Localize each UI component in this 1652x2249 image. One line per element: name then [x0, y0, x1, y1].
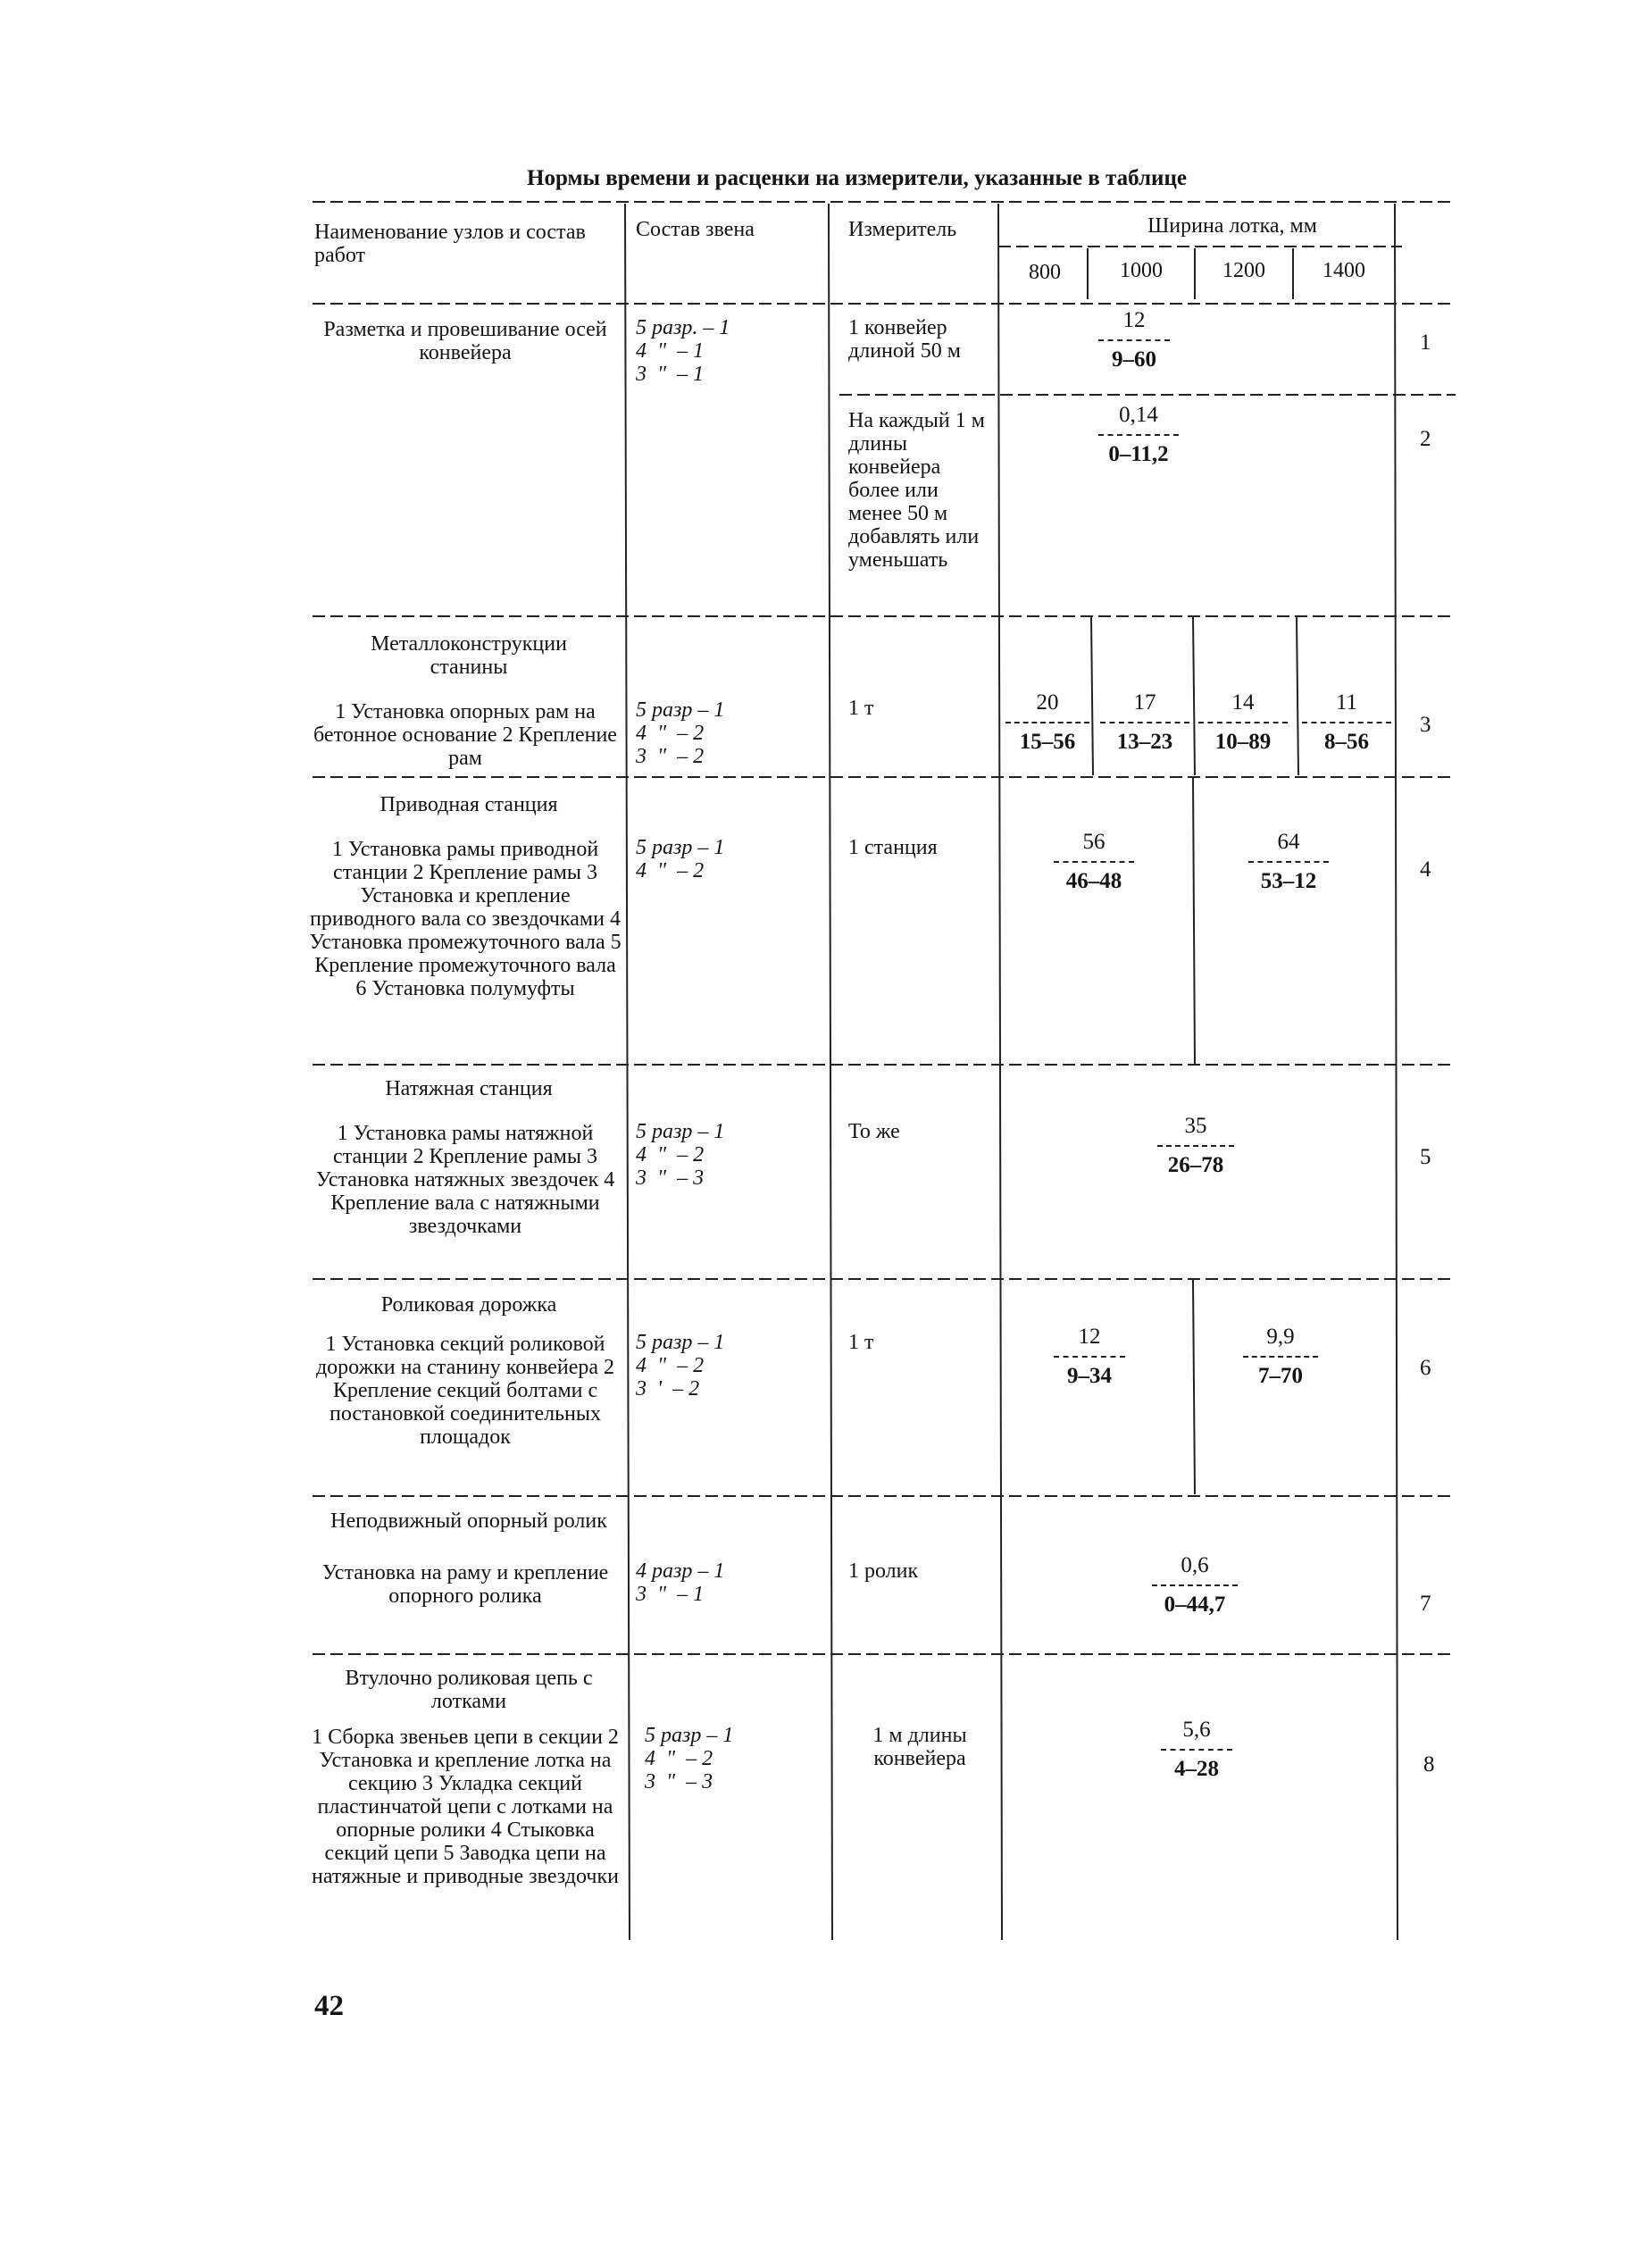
row4-value-b-top: 64 [1277, 830, 1300, 854]
row3-crew-1: 5 разр – 1 [636, 698, 725, 722]
row6-value-b [1243, 1324, 1318, 1390]
row8-crew-1: 5 разр – 1 [645, 1724, 734, 1747]
row7-unit: 1 ролик [848, 1559, 919, 1583]
header-width-1400: 1400 [1322, 259, 1365, 282]
row4-crew-1: 5 разр – 1 [636, 836, 725, 859]
row7-value-bottom: 0–44,7 [1152, 1584, 1238, 1618]
row5-work: 1 Установка рамы натяжной станции 2 Крепление рамы 3 Установка натяжных звездочек 4 Крепление вала с натяжными звездочками [315, 1122, 615, 1238]
row4-value-a-top: 56 [1082, 830, 1106, 854]
row8-unit: 1 м длины конвейера [872, 1724, 967, 1770]
row5-value [1157, 1113, 1234, 1179]
row8-work: 1 Сборка звеньев цепи в секции 2 Установка и крепление лотка на секцию 3 Укладка секций пластинчатой цепи с лотками на опорные ролики 4 Стыковка секций цепи 5 Заводка цепи на натяжные и приводные звездочки [312, 1726, 619, 1888]
row7-section: Неподвижный опорный ролик [330, 1509, 607, 1533]
row1-value-top: 12 [1122, 308, 1146, 332]
page-number: 42 [314, 1990, 344, 2022]
row1-crew-2: 4 " – 1 [636, 339, 705, 363]
row6-crew-1: 5 разр – 1 [636, 1331, 725, 1354]
row1-work: Разметка и провешивание осей конвейера [323, 318, 607, 364]
row4-crew-2: 4 " – 2 [636, 859, 705, 882]
row3-value-1200-bottom: 10–89 [1198, 722, 1288, 756]
row7-number: 7 [1420, 1592, 1431, 1616]
row3-value-800-bottom: 15–56 [1005, 722, 1089, 756]
row3-value-1400-top: 11 [1335, 690, 1358, 715]
row4-value-b [1248, 829, 1329, 895]
row5-number: 5 [1420, 1145, 1431, 1169]
row5-value-top: 35 [1184, 1114, 1207, 1138]
row6-value-b-top: 9,9 [1266, 1325, 1295, 1349]
row2-unit: На каждый 1 м длины конвейера более или менее 50 м добавлять или уменьшать [848, 409, 985, 572]
row1-unit: 1 конвейер длиной 50 м [848, 316, 961, 363]
row4-value-a [1054, 829, 1134, 895]
row4-work: 1 Установка рамы приводной станции 2 Крепление рамы 3 Установка и крепление приводного вала со звездочками 4 Установка промежуточного вала 5 Крепление промежуточного вала 6 Установка полумуфты [309, 838, 622, 1000]
row8-value-top: 5,6 [1182, 1718, 1211, 1742]
row1-value [1098, 307, 1170, 373]
row5-value-bottom: 26–78 [1157, 1145, 1234, 1179]
row2-value-top: 0,14 [1119, 403, 1158, 427]
row3-crew-2: 4 " – 2 [636, 722, 705, 745]
row7-crew-1: 4 разр – 1 [636, 1559, 725, 1583]
row7-crew-2: 3 " – 1 [636, 1583, 705, 1606]
row8-crew-2: 4 " – 2 [645, 1747, 713, 1770]
header-width: Ширина лотка, мм [1147, 214, 1317, 238]
row4-number: 4 [1420, 857, 1431, 882]
row8-value [1161, 1717, 1232, 1783]
row3-value-1200 [1198, 690, 1288, 756]
row6-unit: 1 т [848, 1331, 874, 1354]
row7-value [1152, 1552, 1238, 1618]
row1-number: 1 [1420, 330, 1431, 355]
row6-value-a-top: 12 [1078, 1325, 1101, 1349]
row4-value-b-bottom: 53–12 [1248, 861, 1329, 895]
row3-value-1200-top: 14 [1231, 690, 1255, 715]
row3-value-1400-bottom: 8–56 [1302, 722, 1391, 756]
row8-crew-3: 3 " – 3 [645, 1770, 713, 1793]
row8-number: 8 [1423, 1752, 1435, 1777]
row1-value-bottom: 9–60 [1098, 339, 1170, 373]
row3-value-800 [1005, 690, 1089, 756]
row2-value [1098, 402, 1179, 468]
row1-crew-3: 3 " – 1 [636, 363, 705, 386]
row3-number: 3 [1420, 713, 1431, 737]
header-crew: Состав звена [636, 218, 755, 241]
row3-value-1000-bottom: 13–23 [1100, 722, 1189, 756]
header-width-1000: 1000 [1120, 259, 1163, 282]
row4-unit: 1 станция [848, 836, 938, 859]
row6-crew-2: 4 " – 2 [636, 1354, 705, 1377]
row2-value-bottom: 0–11,2 [1098, 434, 1179, 468]
row5-crew-3: 3 " – 3 [636, 1166, 705, 1190]
row7-value-top: 0,6 [1181, 1553, 1209, 1577]
row8-section: Втулочно роликовая цепь с лотками [345, 1667, 593, 1713]
row4-value-a-bottom: 46–48 [1054, 861, 1134, 895]
row3-work: 1 Установка опорных рам на бетонное основание 2 Крепление рам [313, 700, 617, 770]
row3-value-1000-top: 17 [1133, 690, 1156, 715]
row8-value-bottom: 4–28 [1161, 1749, 1232, 1783]
header-name: Наименование узлов и состав работ [314, 221, 586, 267]
row6-value-a-bottom: 9–34 [1054, 1356, 1125, 1390]
row1-crew-1: 5 разр. – 1 [636, 316, 730, 339]
row5-section: Натяжная станция [385, 1077, 553, 1100]
row3-value-1000 [1100, 690, 1189, 756]
row3-unit: 1 т [848, 697, 874, 720]
header-width-1200: 1200 [1222, 259, 1265, 282]
row2-number: 2 [1420, 427, 1431, 451]
row6-section: Роликовая дорожка [380, 1293, 557, 1317]
header-unit: Измеритель [848, 218, 957, 241]
row3-crew-3: 3 " – 2 [636, 745, 705, 768]
row6-number: 6 [1420, 1356, 1431, 1380]
row3-value-800-top: 20 [1036, 690, 1059, 715]
row6-work: 1 Установка секций роликовой дорожки на станину конвейера 2 Крепление секций болтами с постановкой соединительных площадок [315, 1333, 615, 1449]
row5-unit: То же [848, 1120, 900, 1143]
row6-value-a [1054, 1324, 1125, 1390]
row4-section: Приводная станция [380, 793, 558, 816]
page-title: Нормы времени и расценки на измерители, указанные в таблице [527, 166, 1187, 190]
row7-work: Установка на раму и крепление опорного ролика [321, 1561, 609, 1608]
row5-crew-2: 4 " – 2 [636, 1143, 705, 1166]
row6-value-b-bottom: 7–70 [1243, 1356, 1318, 1390]
header-width-800: 800 [1029, 261, 1061, 284]
row3-value-1400 [1302, 690, 1391, 756]
row5-crew-1: 5 разр – 1 [636, 1120, 725, 1143]
row6-crew-3: 3 ' – 2 [636, 1377, 700, 1400]
row3-section: Металлоконструкции станины [371, 632, 567, 679]
